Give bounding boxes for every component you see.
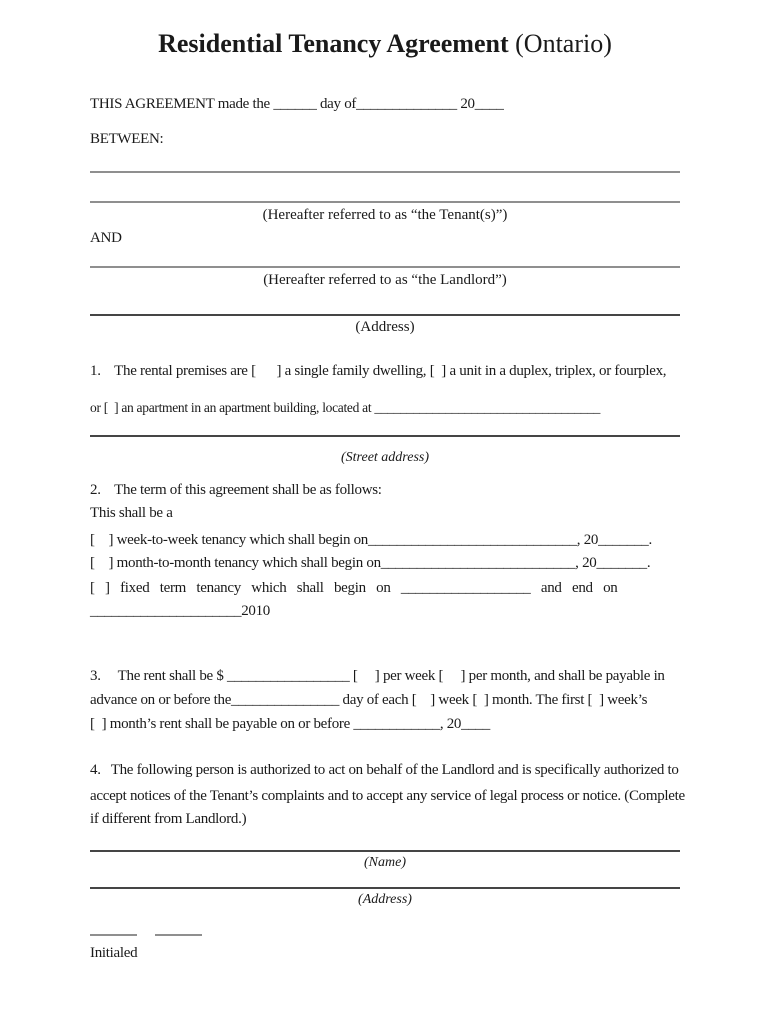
initialed-label: Initialed — [90, 945, 138, 961]
section4-line1: 4. The following person is authorized to act on behalf of the Landlord and is specifically authorized to — [90, 762, 679, 778]
street-address-caption: (Street address) — [341, 450, 429, 465]
section2-week-option: [ ] week-to-week tenancy which shall begin on_____________________________, 20_______. — [90, 532, 652, 548]
section2-line2: This shall be a — [90, 505, 173, 521]
page-title-main: Residential Tenancy Agreement — [158, 29, 509, 58]
initial-field-line-1[interactable] — [90, 934, 137, 936]
section2-month-option: [ ] month-to-month tenancy which shall begin on___________________________, 20_______. — [90, 555, 651, 571]
tenant-name-field-line-2[interactable] — [90, 201, 680, 203]
street-address-field-line[interactable] — [90, 435, 680, 437]
section3-line3: [ ] month’s rent shall be payable on or before ____________, 20____ — [90, 716, 490, 732]
agent-address-caption: (Address) — [358, 892, 412, 907]
section3-line1: 3. The rent shall be $ _________________ [ ] per week [ ] per month, and shall be payable in — [90, 668, 665, 684]
section2-line1: 2. The term of this agreement shall be as follows: — [90, 482, 382, 498]
section1-line1: 1. The rental premises are [ ] a single family dwelling, [ ] a unit in a duplex, triplex, or fourplex, — [90, 363, 667, 379]
section4-line2: accept notices of the Tenant’s complaints and to accept any service of legal process or notice. (Complete — [90, 788, 685, 804]
address-caption: (Address) — [355, 319, 415, 335]
agent-name-caption: (Name) — [364, 855, 406, 870]
page-title — [0, 28, 770, 60]
landlord-name-field-line[interactable] — [90, 266, 680, 268]
agreement-date-line: THIS AGREEMENT made the ______ day of______________ 20____ — [90, 96, 504, 112]
section2-end-date-line: _____________________2010 — [90, 603, 271, 619]
section2-fixed-option: [ ] fixed term tenancy which shall begin on __________________ and end on — [90, 580, 618, 596]
initial-field-line-2[interactable] — [155, 934, 202, 936]
tenant-caption: (Hereafter referred to as “the Tenant(s)”) — [262, 207, 508, 223]
landlord-caption: (Hereafter referred to as “the Landlord”) — [263, 272, 507, 288]
between-label: BETWEEN: — [90, 131, 164, 147]
section1-line2: or [ ] an apartment in an apartment building, located at ___________________________________ — [90, 400, 601, 415]
tenant-name-field-line-1[interactable] — [90, 171, 680, 173]
section3-line2: advance on or before the_______________ day of each [ ] week [ ] month. The first [ ] week’s — [90, 692, 648, 708]
section4-line3: if different from Landlord.) — [90, 811, 247, 827]
and-label: AND — [90, 230, 122, 246]
page-title-region: (Ontario) — [508, 29, 612, 58]
